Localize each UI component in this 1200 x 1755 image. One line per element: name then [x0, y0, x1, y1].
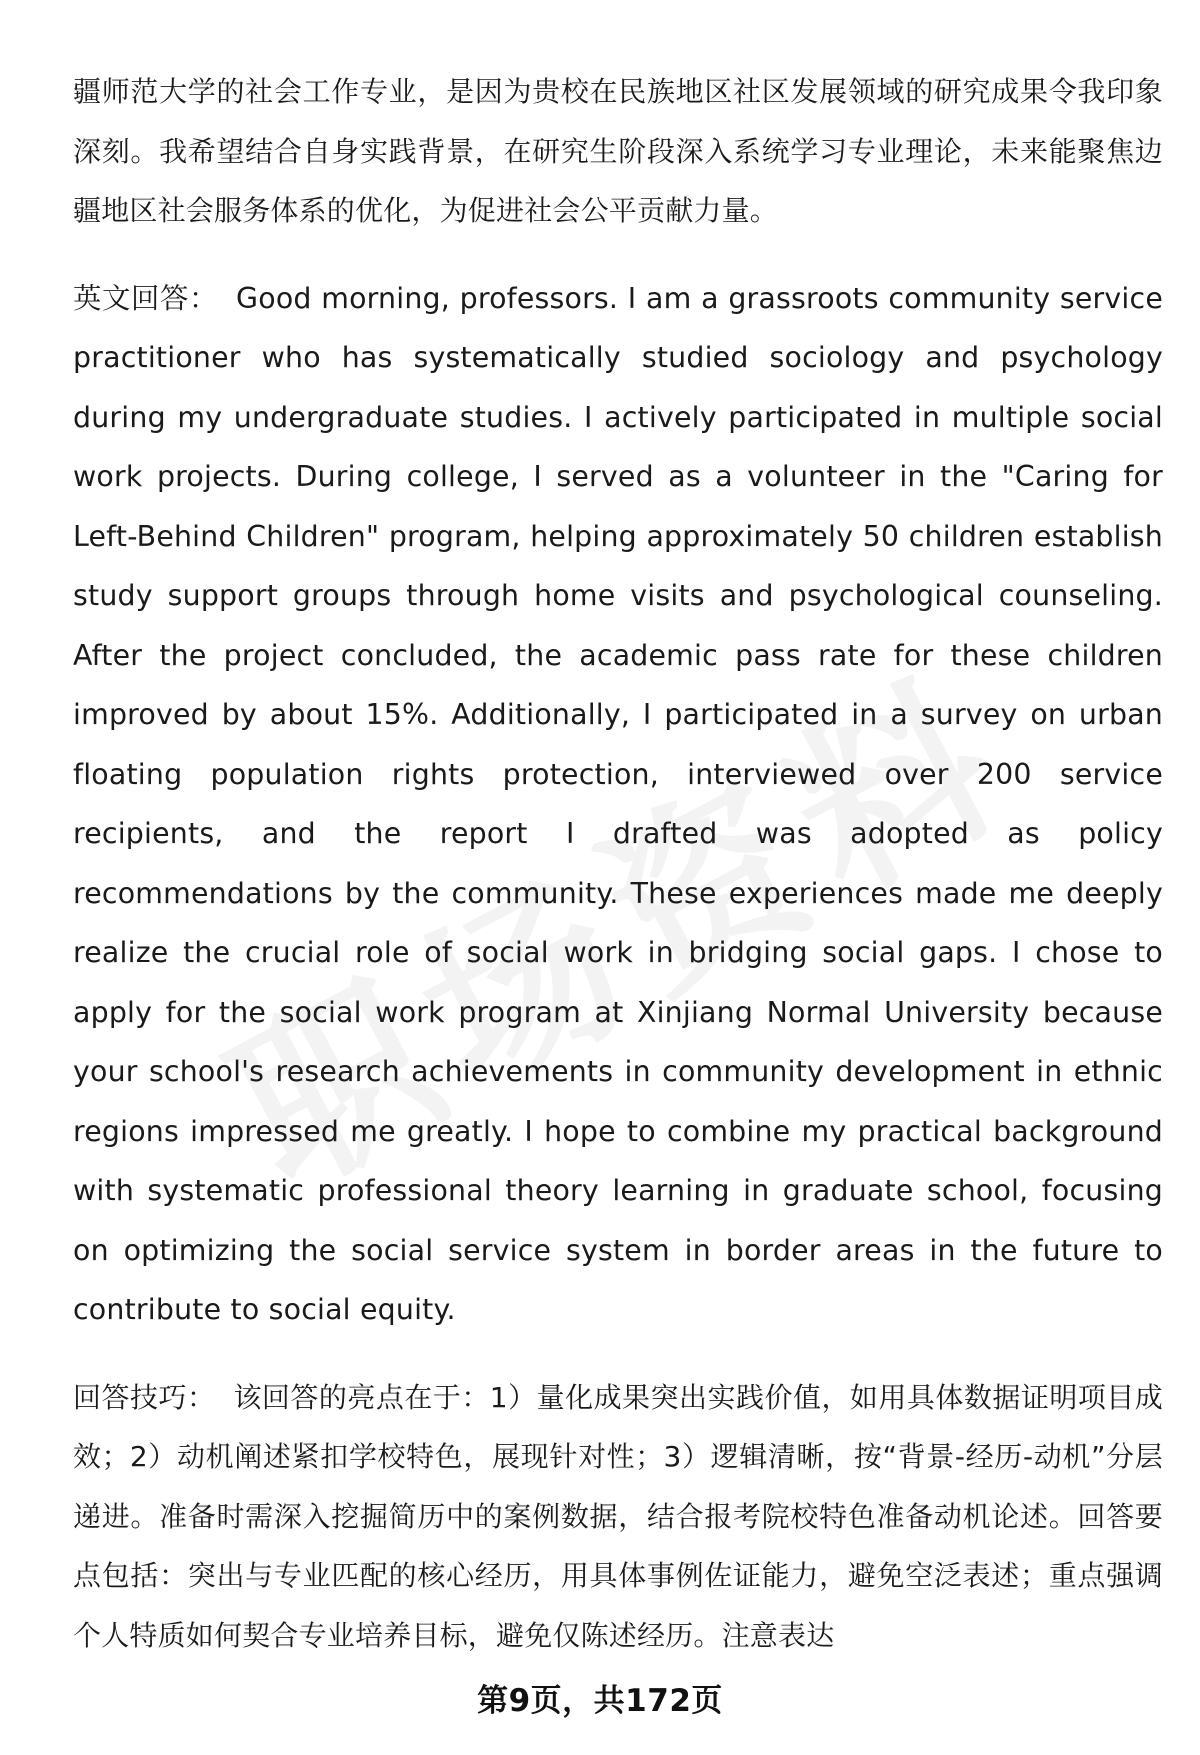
document-page [73, 62, 1163, 1665]
intro-paragraph: 疆师范大学的社会工作专业，是因为贵校在民族地区社区发展领域的研究成果令我印象深刻。我希望结合自身实践背景，在研究生阶段深入系统学习专业理论，未来能聚焦边疆地区社会服务体系的优化，为促进社会公平贡献力量。 [73, 75, 1163, 227]
page-indicator: 第9页，共172页 [477, 1683, 723, 1719]
tips-paragraph [73, 1368, 1163, 1666]
tips-label: 回答技巧： [73, 1380, 216, 1414]
english-answer-paragraph [73, 269, 1163, 1340]
english-answer-text: Good morning, professors. I am a grassroots community service practitioner who has systematically studied sociology and psychology during my undergraduate studies. I actively participated in multiple social work projects. During college, I served as a volunteer in the "Caring for Left-Behind Children" program, helping approximately 50 children establish study support groups through home visits and psychological counseling. After the project concluded, the academic pass rate for these children improved by about 15%. Additionally, I participated in a survey on urban floating population rights protection, interviewed over 200 service recipients, and the report I drafted was adopted as policy recommendations by the community. These experiences made me deeply realize the crucial role of social work in bridging social gaps. I chose to apply for the social work program at Xinjiang Normal University because your school's research achievements in community development in ethnic regions impressed me greatly. I hope to combine my practical background with systematic professional theory learning in graduate school, focusing on optimizing the social service system in border areas in the future to contribute to social equity. [73, 281, 1163, 1326]
english-answer-label: 英文回答： [73, 281, 219, 315]
tips-text: 该回答的亮点在于：1）量化成果突出实践价值，如用具体数据证明项目成效；2）动机阐述紧扣学校特色，展现针对性；3）逻辑清晰，按“背景-经历-动机”分层递进。准备时需深入挖掘简历中的案例数据，结合报考院校特色准备动机论述。回答要点包括：突出与专业匹配的核心经历，用具体事例佐证能力，避免空泛表述；重点强调个人特质如何契合专业培养目标，避免仅陈述经历。注意表达 [73, 1380, 1163, 1652]
